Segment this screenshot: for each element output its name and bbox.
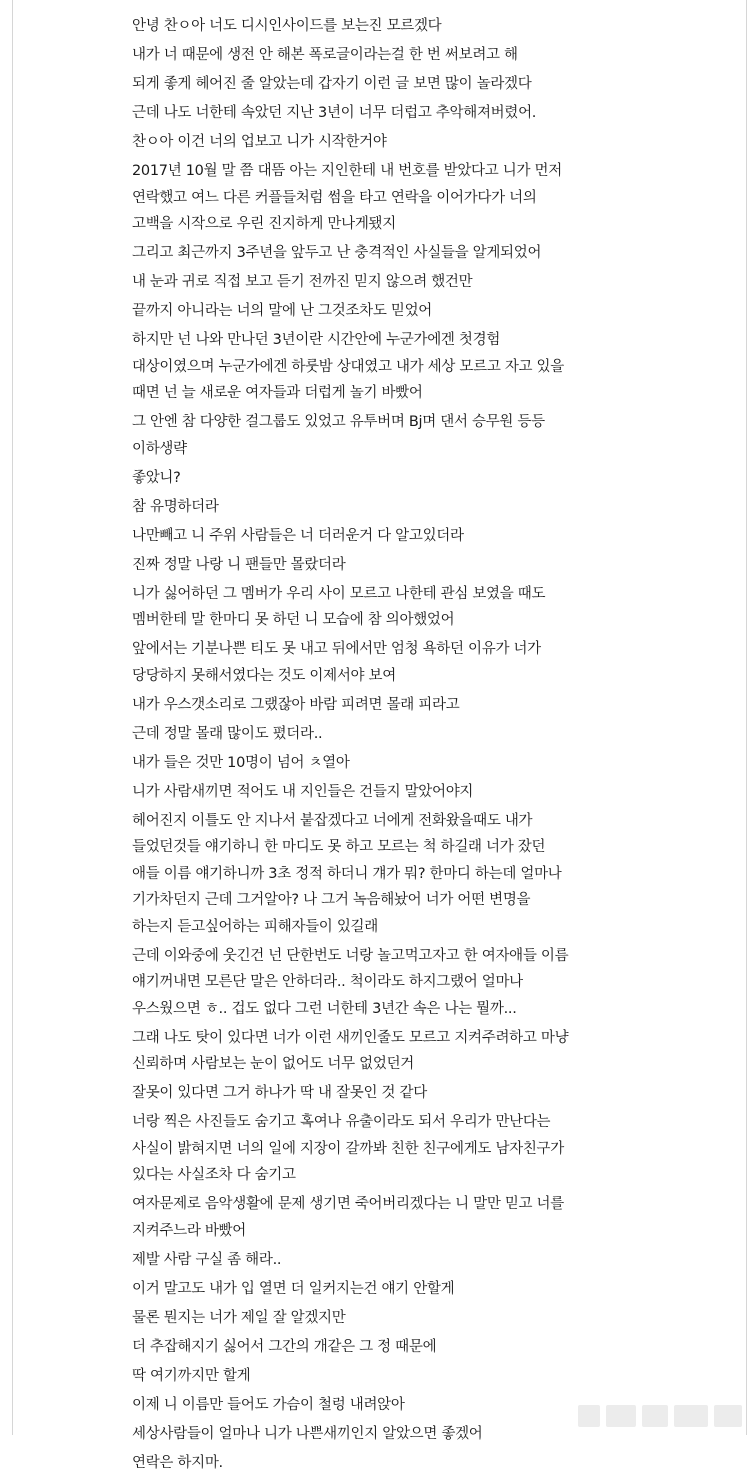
watermark-block: [674, 1405, 708, 1427]
paragraph: 그 안엔 참 다양한 걸그룹도 있었고 유투버며 Bj며 댄서 승무원 등등 이하생략: [132, 414, 545, 457]
paragraph: 세상사람들이 얼마나 니가 나쁜새끼인지 알았으면 좋겠어: [132, 1425, 483, 1442]
paragraph: 이제 니 이름만 들어도 가슴이 철렁 내려앉아: [132, 1396, 405, 1413]
paragraph: 니가 사람새끼면 적어도 내 지인들은 건들지 말았어야지: [132, 783, 474, 800]
post-body: [132, 13, 572, 1479]
paragraph: 근데 나도 너한테 속았던 지난 3년이 너무 더럽고 추악해져버렸어.: [132, 105, 537, 121]
paragraph: 너랑 찍은 사진들도 숨기고 혹여나 유출이라도 되서 우리가 만난다는 사실이 밝혀지면 너의 일에 지장이 갈까봐 친한 친구에게도 남자친구가 있다는 사실조차 다 숨기고: [132, 1114, 564, 1183]
watermark-block: [714, 1405, 742, 1427]
watermark-block: [606, 1405, 636, 1427]
watermark-block: [642, 1405, 668, 1427]
paragraph: 이거 말고도 내가 입 열면 더 일커지는건 얘기 안할게: [132, 1280, 455, 1297]
paragraph: 2017년 10월 말 쯤 대뜸 아는 지인한테 내 번호를 받았다고 니가 먼저 연락했고 여느 다른 커플들처럼 썸을 타고 연락을 이어가다가 너의 고백을 시작으로 우린 진지하게 만나게됐지: [132, 163, 562, 232]
paragraph: 참 유명하더라: [132, 498, 219, 515]
paragraph: 근데 정말 몰래 많이도 폈더라..: [132, 725, 323, 742]
paragraph: 내 눈과 귀로 직접 보고 듣기 전까진 믿지 않으려 했건만: [132, 274, 473, 290]
paragraph: 좋았니?: [132, 469, 181, 486]
paragraph: 연락은 하지마.: [132, 1454, 223, 1471]
paragraph: 안녕 찬ㅇ아 너도 디시인사이드를 보는진 모르겠다: [132, 18, 442, 34]
paragraph: 찬ㅇ아 이건 너의 업보고 니가 시작한거야: [132, 134, 387, 150]
paragraph: 앞에서는 기분나쁜 티도 못 내고 뒤에서만 엄청 욕하던 이유가 너가 당당하지 못해서였다는 것도 이제서야 보여: [132, 641, 541, 684]
paragraph: 그리고 최근까지 3주년을 앞두고 난 충격적인 사실들을 알게되었어: [132, 245, 542, 261]
paragraph: 헤어진지 이틀도 안 지나서 붙잡겠다고 너에게 전화왔을때도 내가 들었던것들 얘기하니 한 마디도 못 하고 모르는 척 하길래 너가 잤던 애들 이름 얘기하니까 3초 정적 하더니 걔가 뭐? 한마디 하는데 얼마나 기가차던지 근데 그거알아? 나 그거 녹음해놨어 너가 어떤 변명을 하는지 듣고싶어하는 피해자들이 있길래: [132, 812, 562, 935]
page: [12, 0, 747, 1471]
paragraph: 잘못이 있다면 그거 하나가 딱 내 잘못인 것 같다: [132, 1085, 427, 1101]
paragraph: 하지만 넌 나와 만나던 3년이란 시간안에 누군가에겐 첫경험 대상이였으며 누군가에겐 하룻밤 상대였고 내가 세상 모르고 자고 있을 때면 넌 늘 새로운 여자들과 더럽게 놀기 바빴어: [132, 332, 564, 401]
paragraph: 내가 너 때문에 생전 안 해본 폭로글이라는걸 한 번 써보려고 해: [132, 47, 518, 63]
paragraph: 여자문제로 음악생활에 문제 생기면 죽어버리겠다는 니 말만 믿고 너를 지켜주느라 바빴어: [132, 1196, 564, 1239]
paragraph: 제발 사람 구실 좀 해라..: [132, 1251, 282, 1268]
paragraph: 내가 우스갯소리로 그랬잖아 바람 피려면 몰래 피라고: [132, 696, 460, 713]
paragraph: 나만빼고 니 주위 사람들은 너 더러운거 다 알고있더라: [132, 527, 464, 544]
paragraph: 그래 나도 탓이 있다면 너가 이런 새끼인줄도 모르고 지켜주려하고 마냥 신뢰하며 사람보는 눈이 없어도 너무 없었던거: [132, 1029, 569, 1072]
paragraph: 물론 뭔지는 너가 제일 잘 알겠지만: [132, 1309, 346, 1326]
watermark: [578, 1400, 749, 1432]
watermark-block: [578, 1405, 600, 1427]
paragraph: 니가 싫어하던 그 멤버가 우리 사이 모르고 나한테 관심 보였을 때도 멤버한테 말 한마디 못 하던 니 모습에 참 의아했었어: [132, 585, 546, 628]
paragraph: 딱 여기까지만 할게: [132, 1367, 251, 1384]
paragraph: 내가 들은 것만 10명이 넘어 ㅊ열아: [132, 754, 350, 771]
paragraph: 더 추잡해지기 싫어서 그간의 개같은 그 정 때문에: [132, 1338, 437, 1355]
paragraph: 근데 이와중에 웃긴건 넌 단한번도 너랑 놀고먹고자고 한 여자애들 이름 얘기꺼내면 모른단 말은 안하더라.. 척이라도 하지그랬어 얼마나 우스웠으면 ㅎ.. 겁도 없다 그런 너한테 3년간 속은 나는 뭘까...: [132, 947, 569, 1017]
paragraph: 끝까지 아니라는 너의 말에 난 그것조차도 믿었어: [132, 303, 432, 319]
paragraph: 진짜 정말 나랑 니 팬들만 몰랐더라: [132, 556, 346, 573]
paragraph: 되게 좋게 헤어진 줄 알았는데 갑자기 이런 글 보면 많이 놀라겠다: [132, 76, 532, 92]
